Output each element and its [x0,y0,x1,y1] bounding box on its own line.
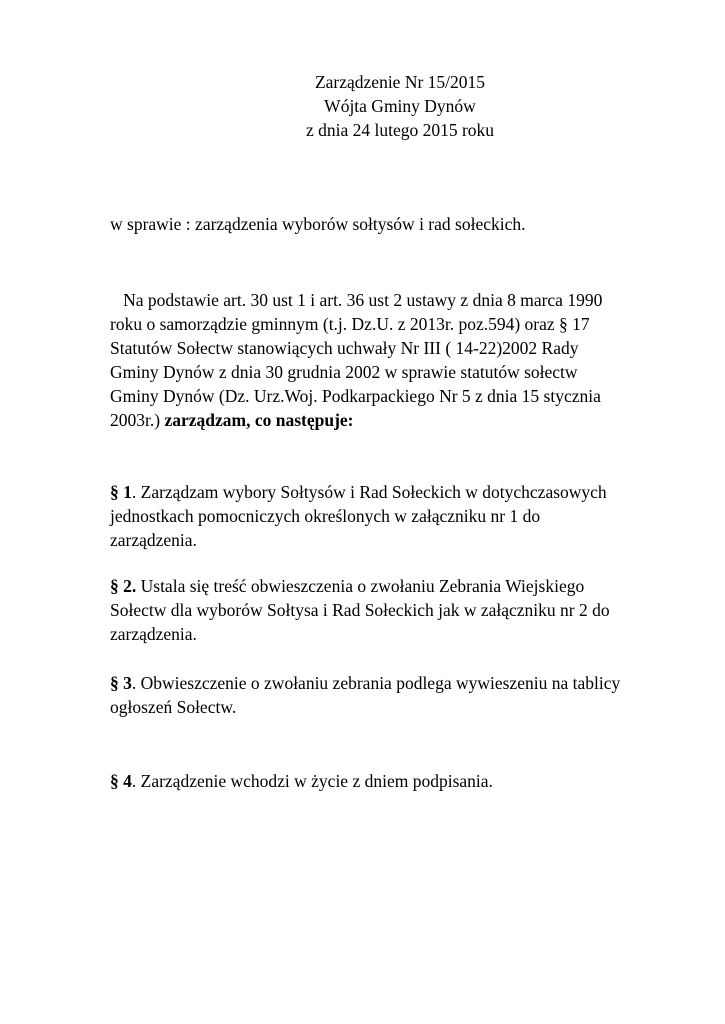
subject-line: w sprawie : zarządzenia wyborów sołtysów i rad sołeckich. [110,214,526,234]
title-line-ordinance-number: Zarządzenie Nr 15/2015 [314,72,486,92]
legal-basis-line: roku o samorządzie gminnym (t.j. Dz.U. z 2013r. poz.594) oraz § 17 [110,314,590,334]
section-2: § 2. Ustala się treść obwieszczenia o zwołaniu Zebrania Wiejskiego Sołectw dla wyborów Sołtysa i Rad Sołeckich jak w załączniku nr 2 do zarządzenia. [110,576,610,644]
document-title [0,70,725,142]
section-mark: § 1 [110,482,132,502]
title-line-issuer: Wójta Gminy Dynów [324,96,476,116]
section-4: § 4. Zarządzenie wchodzi w życie z dniem podpisania. [110,771,493,791]
section-1: § 1. Zarządzam wybory Sołtysów i Rad Sołeckich w dotychczasowych jednostkach pomocniczych określonych w załączniku nr 1 do zarządzenia. [110,482,607,550]
section-3: § 3. Obwieszczenie o zwołaniu zebrania podlega wywieszeniu na tablicy ogłoszeń Sołectw. [110,673,621,717]
decree-phrase: zarządzam, co następuje: [164,410,354,430]
legal-basis-line: Na podstawie art. 30 ust 1 i art. 36 ust 2 ustawy z dnia 8 marca 1990 [123,290,603,310]
section-mark: § 3 [110,673,132,693]
legal-basis-paragraph [110,288,700,432]
legal-basis-line: Statutów Sołectw stanowiących uchwały Nr III ( 14-22)2002 Rady [110,338,579,358]
legal-basis-line: Gminy Dynów (Dz. Urz.Woj. Podkarpackiego Nr 5 z dnia 15 stycznia [110,386,601,406]
title-line-date: z dnia 24 lutego 2015 roku [305,120,495,140]
section-mark: § 4 [110,771,132,791]
section-mark: § 2. [110,576,137,596]
legal-basis-line: 2003r.) zarządzam, co następuje: [110,410,354,430]
legal-basis-line: Gminy Dynów z dnia 30 grudnia 2002 w sprawie statutów sołectw [110,362,578,382]
